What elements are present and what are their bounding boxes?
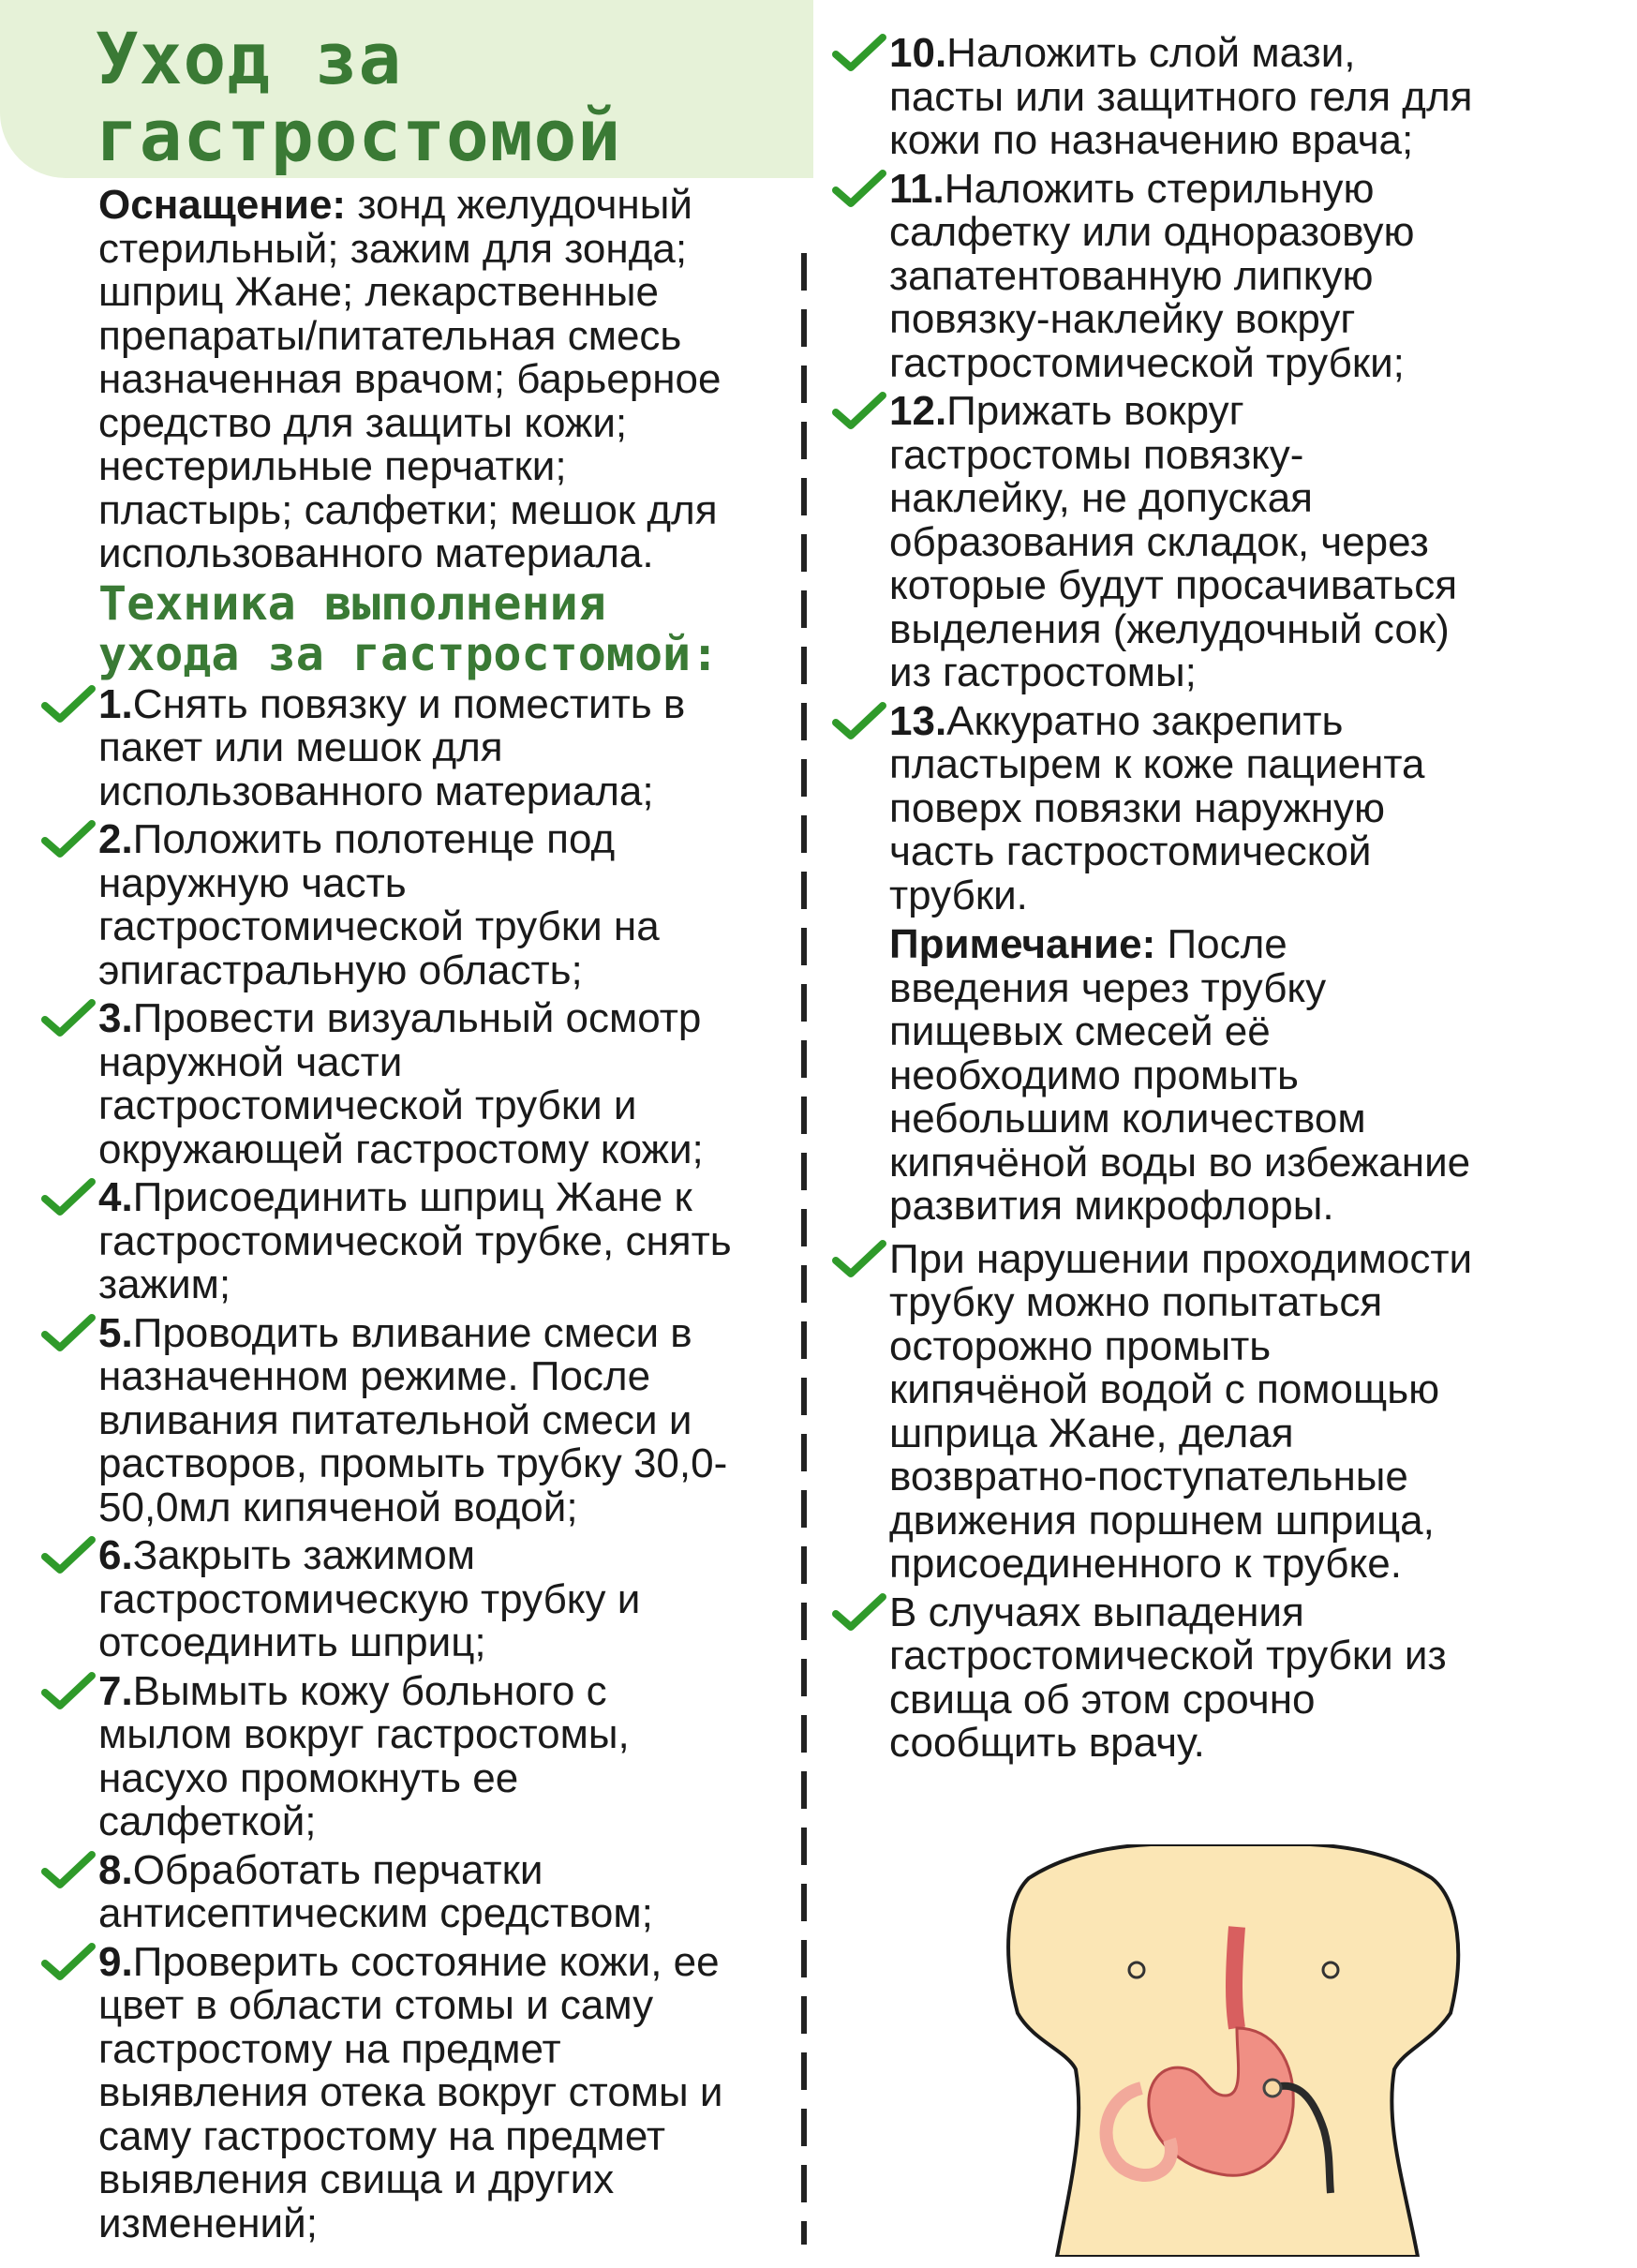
step-item: [41, 818, 791, 992]
step-line: окружающей гастростому кожи;: [98, 1126, 704, 1172]
step-line: гастростомической трубке, снять: [98, 1217, 732, 1264]
column-divider: [801, 253, 807, 2245]
steps-left-list: [41, 680, 791, 2246]
checkmark-icon: [832, 702, 886, 741]
nipple-left: [1129, 1962, 1144, 1977]
step-line: Наложить слой мази,: [946, 30, 1356, 76]
checkmark-icon: [41, 1943, 96, 1982]
step-number: 4.: [98, 1174, 133, 1220]
note-line: кипячёной воды во избежание: [889, 1139, 1471, 1186]
checkmark-icon: [832, 34, 886, 73]
step-line: Присоединить шприц Жане к: [132, 1174, 692, 1220]
step-line: гастростому на предмет: [98, 2025, 561, 2072]
checkmark-icon: [41, 1851, 96, 1890]
step-item: [832, 1591, 1591, 1766]
note-line: введения через трубку: [889, 964, 1327, 1011]
step-line: движения поршнем шприца,: [889, 1497, 1435, 1544]
step-line: В случаях выпадения: [889, 1589, 1304, 1635]
step-line: пакет или мешок для: [98, 724, 503, 770]
step-number: 8.: [98, 1846, 133, 1893]
step-line: саму гастростому на предмет: [98, 2112, 666, 2159]
step-number: 9.: [98, 1938, 133, 1985]
step-item: [41, 1534, 791, 1665]
step-number: 7.: [98, 1667, 133, 1714]
right-column: [832, 32, 1591, 1770]
equipment-line: шприц Жане; лекарственные: [98, 269, 659, 315]
step-line: трубку можно попытаться: [889, 1279, 1383, 1325]
nipple-right: [1323, 1962, 1338, 1977]
step-line: вливания питательной смеси и: [98, 1396, 692, 1443]
checkmark-icon: [832, 1593, 886, 1633]
step-line: свища об этом срочно: [889, 1676, 1316, 1723]
step-number: 12.: [889, 388, 947, 434]
step-line: Снять повязку и поместить в: [132, 680, 686, 727]
step-line: Обработать перчатки: [132, 1846, 543, 1893]
step-item: [832, 697, 1591, 918]
step-line: При нарушении проходимости: [889, 1235, 1473, 1282]
stoma: [1264, 2080, 1281, 2096]
step-line: Прижать вокруг: [946, 388, 1244, 434]
step-line: антисептическим средством;: [98, 1890, 653, 1936]
step-line: Проводить вливание смеси в: [132, 1309, 692, 1356]
checkmark-icon: [41, 820, 96, 859]
step-item: [832, 1235, 1591, 1587]
step-line: мылом вокруг гастростомы,: [98, 1711, 630, 1757]
step-line: выявления свища и других: [98, 2156, 615, 2202]
step-line: гастростомической трубки из: [889, 1633, 1447, 1679]
step-line: салфеткой;: [98, 1798, 317, 1844]
note-line: пищевых смесей её: [889, 1008, 1271, 1054]
step-line: гастростомы повязку-: [889, 431, 1304, 478]
checkmark-icon: [41, 685, 96, 724]
title-line-2: гастростомой: [96, 94, 622, 177]
step-line: которые будут просачиваться: [889, 562, 1458, 608]
step-item: [41, 1846, 791, 1936]
equipment-line: стерильный; зажим для зонда;: [98, 225, 688, 272]
step-line: эпигастральную область;: [98, 947, 583, 993]
step-line: трубки.: [889, 872, 1028, 918]
step-line: Закрыть зажимом: [132, 1532, 476, 1578]
step-item: [832, 165, 1591, 386]
note-line: развития микрофлоры.: [889, 1183, 1334, 1229]
esophagus: [1234, 1927, 1237, 2028]
equipment-line: пластырь; салфетки; мешок для: [98, 486, 718, 533]
step-line: кожи по назначению врача;: [889, 117, 1414, 163]
note-paragraph: [832, 923, 1591, 1229]
step-line: зажим;: [98, 1261, 231, 1307]
steps-right-list: [832, 32, 1591, 918]
step-line: Аккуратно закрепить: [946, 697, 1344, 744]
step-line: Проверить состояние кожи, ее: [132, 1938, 720, 1985]
step-item: [41, 1938, 791, 2246]
torso-gastrostomy-illustration: [991, 1844, 1469, 2257]
step-line: Наложить стерильную: [944, 165, 1375, 212]
step-line: салфетку или одноразовую: [889, 209, 1415, 255]
step-line: Вымыть кожу больного с: [132, 1667, 607, 1714]
step-item: [41, 1667, 791, 1844]
left-column: [41, 184, 791, 2250]
note-label: Примечание:: [889, 921, 1156, 967]
step-line: возвратно-поступательные: [889, 1454, 1408, 1500]
step-line: Провести визуальный осмотр: [132, 995, 702, 1041]
step-line: запатентованную липкую: [889, 252, 1374, 299]
step-item: [41, 680, 791, 814]
torso-outline: [1008, 1844, 1458, 2257]
step-line: гастростомической трубки;: [889, 339, 1405, 386]
step-item: [832, 32, 1591, 163]
equipment-line: назначенная врачом; барьерное: [98, 356, 722, 402]
step-line: наклейку, не допуская: [889, 475, 1314, 521]
step-line: насухо промокнуть ее: [98, 1754, 519, 1801]
step-line: изменений;: [98, 2200, 318, 2246]
technique-heading-line: Техника выполнения: [98, 575, 606, 631]
checkmark-icon: [41, 1672, 96, 1711]
step-line: выявления отека вокруг стомы и: [98, 2069, 723, 2115]
step-line: назначенном режиме. После: [98, 1353, 651, 1399]
step-line: отсоединить шприц;: [98, 1619, 486, 1665]
step-line: цвет в области стомы и саму: [98, 1982, 654, 2028]
technique-heading-line: ухода за гастростомой:: [98, 626, 720, 681]
step-number: 6.: [98, 1532, 133, 1578]
checkmark-icon: [832, 392, 886, 431]
equipment-line: зонд желудочный: [357, 182, 692, 228]
equipment-line: использованного материала.: [98, 530, 654, 576]
extra-items-list: [832, 1235, 1591, 1766]
step-number: 11.: [889, 165, 945, 212]
step-line: кипячёной водой с помощью: [889, 1366, 1440, 1412]
step-item: [41, 997, 791, 1171]
equipment-paragraph: [41, 184, 791, 576]
step-number: 3.: [98, 995, 133, 1041]
equipment-label: Оснащение:: [98, 182, 347, 228]
step-number: 5.: [98, 1309, 133, 1356]
note-line: небольшим количеством: [889, 1096, 1366, 1141]
equipment-line: препараты/питательная смесь: [98, 312, 682, 359]
step-line: гастростомической трубки и: [98, 1082, 637, 1128]
step-line: часть гастростомической: [889, 828, 1372, 874]
step-line: сообщить врачу.: [889, 1720, 1205, 1766]
note-line: необходимо промыть: [889, 1052, 1299, 1098]
step-line: использованного материала;: [98, 768, 654, 814]
checkmark-icon: [41, 999, 96, 1038]
step-line: присоединенного к трубке.: [889, 1541, 1402, 1587]
step-line: осторожно промыть: [889, 1322, 1272, 1369]
technique-heading: [41, 575, 791, 681]
step-line: пластырем к коже пациента: [889, 741, 1425, 787]
checkmark-icon: [832, 1240, 886, 1279]
step-item: [41, 1176, 791, 1307]
step-line: шприца Жане, делая: [889, 1410, 1294, 1456]
checkmark-icon: [41, 1314, 96, 1353]
step-line: из гастростомы;: [889, 649, 1197, 695]
step-item: [41, 1309, 791, 1530]
step-line: поверх повязки наружную: [889, 784, 1386, 831]
step-item: [832, 390, 1591, 695]
step-line: гастростомической трубки на: [98, 903, 660, 949]
step-line: наружной части: [98, 1038, 403, 1085]
step-number: 10.: [889, 30, 947, 76]
title-line-1: Уход за: [96, 17, 403, 100]
page-title: [96, 17, 622, 177]
checkmark-icon: [41, 1536, 96, 1575]
step-line: наружную часть: [98, 859, 407, 906]
step-line: 50,0мл кипяченой водой;: [98, 1484, 578, 1530]
step-line: пасты или защитного геля для: [889, 73, 1473, 120]
step-number: 2.: [98, 816, 133, 862]
step-line: растворов, промыть трубку 30,0-: [98, 1440, 728, 1486]
step-line: повязку-наклейку вокруг: [889, 296, 1356, 342]
step-line: гастростомическую трубку и: [98, 1575, 641, 1622]
checkmark-icon: [832, 170, 886, 209]
step-number: 1.: [98, 680, 133, 727]
equipment-line: средство для защиты кожи;: [98, 399, 628, 446]
step-line: образования складок, через: [889, 518, 1429, 565]
note-line: После: [1167, 921, 1287, 967]
checkmark-icon: [41, 1178, 96, 1217]
step-number: 13.: [889, 697, 947, 744]
equipment-line: нестерильные перчатки;: [98, 443, 567, 489]
step-line: Положить полотенце под: [132, 816, 616, 862]
step-line: выделения (желудочный сок): [889, 605, 1450, 652]
